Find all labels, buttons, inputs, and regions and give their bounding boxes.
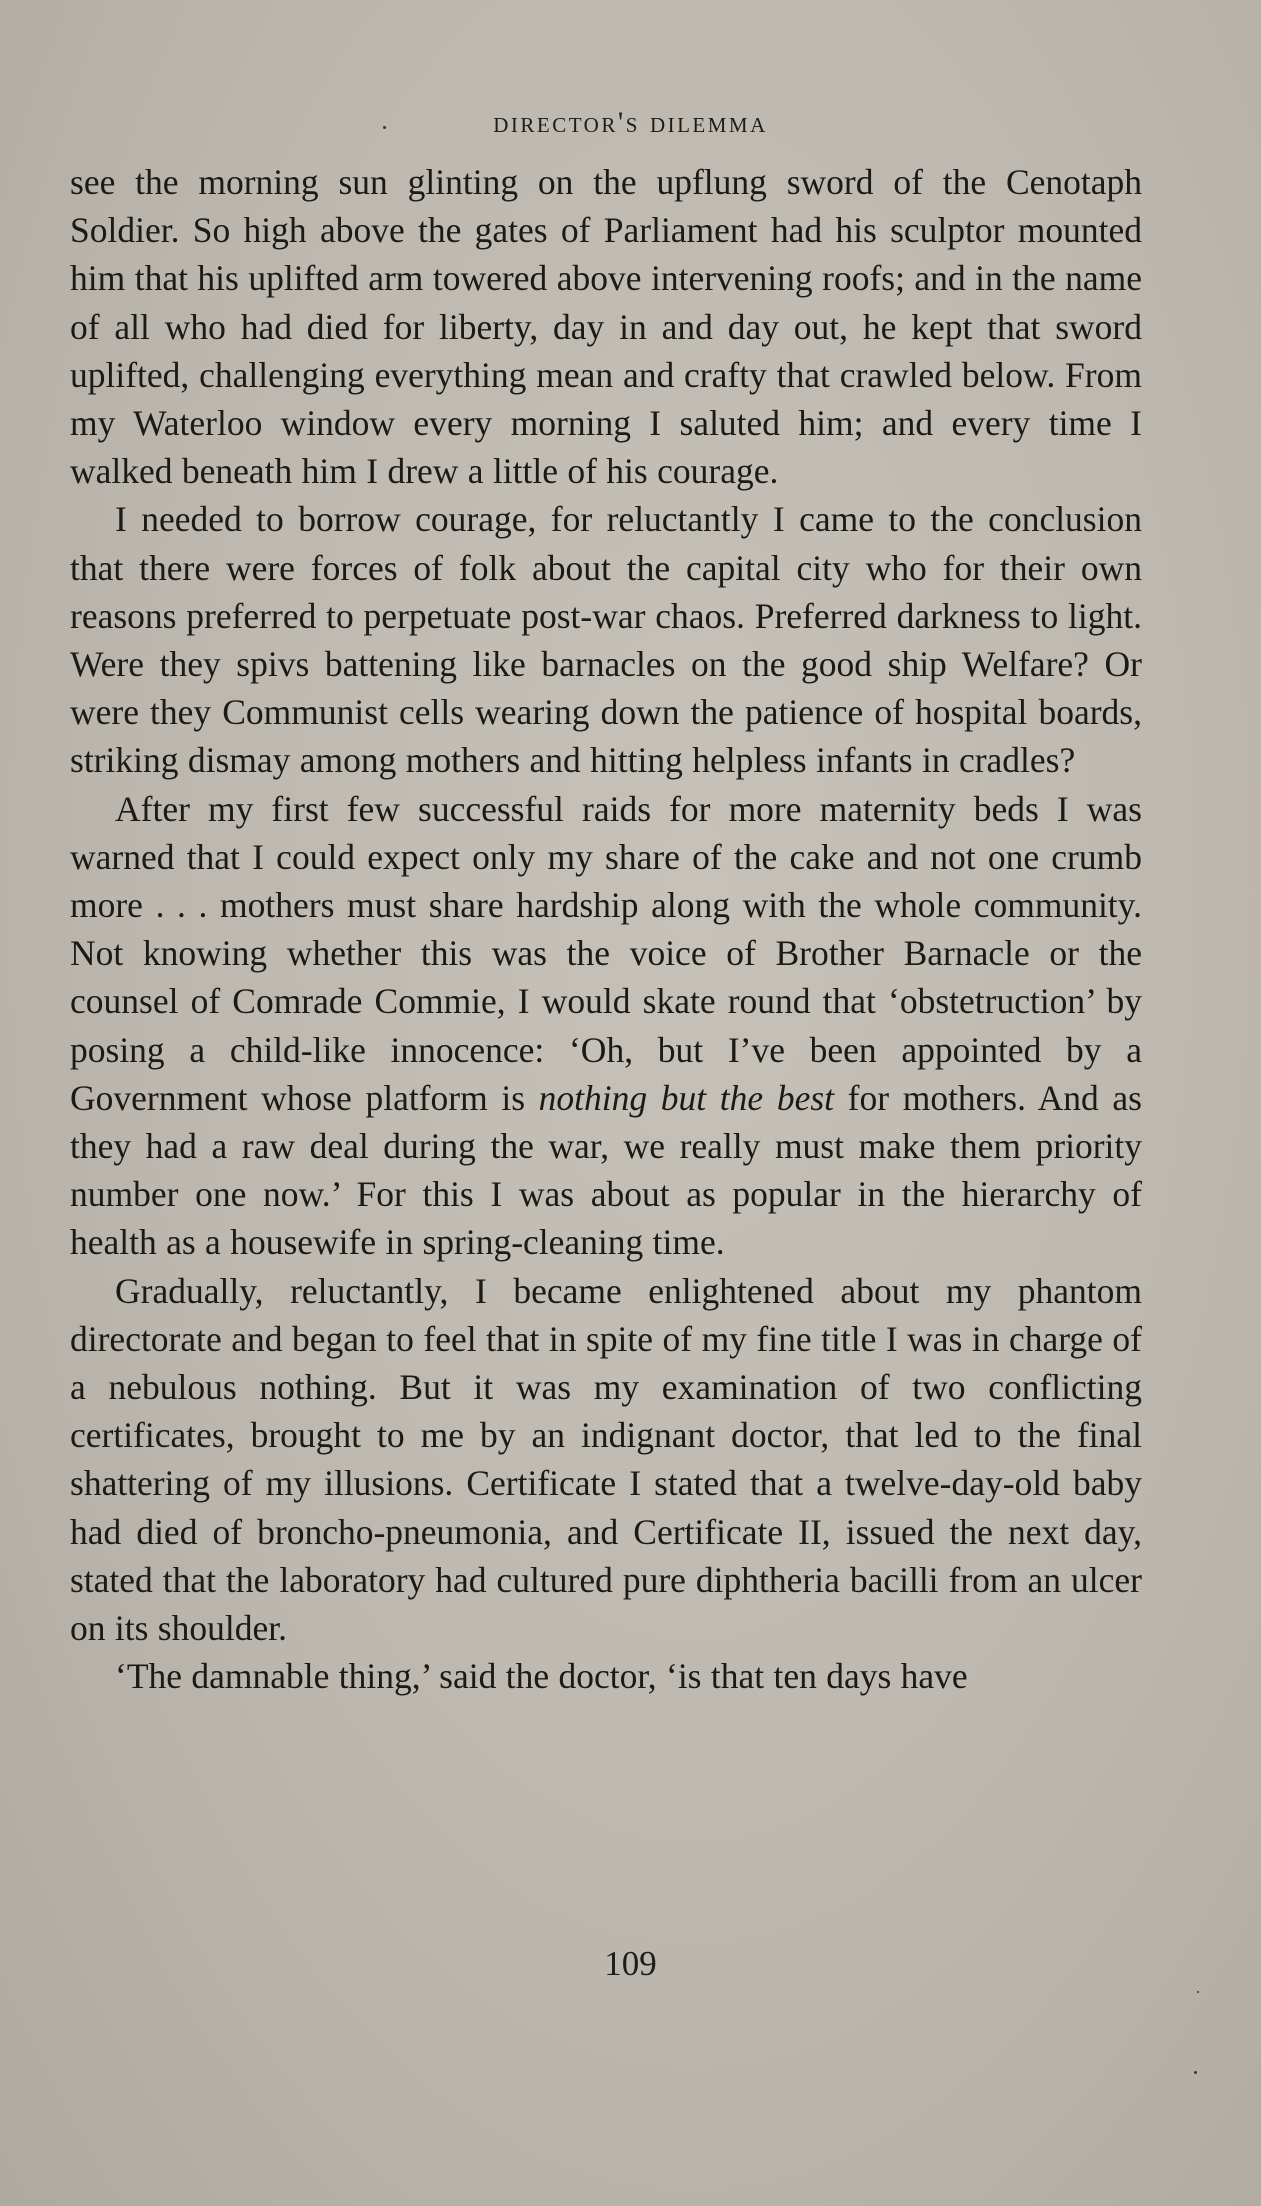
paragraph-5-text: ‘The damnable thing,’ said the doctor, ‘is that ten days have bbox=[115, 1656, 968, 1697]
paragraph-2 bbox=[70, 495, 1142, 784]
paragraph-3-text-end: for mothers. And as they had a raw deal during the war, we really must make them priority number one now.’ For this I was about as popular in the hierarchy of health as a housewife in spring-cleaning time. bbox=[70, 1077, 1142, 1263]
paper-speck bbox=[1197, 1991, 1199, 1993]
page-number: 109 bbox=[604, 1944, 657, 1983]
paragraph-1-text: see the morning sun glinting on the upflung sword of the Cenotaph Soldier. So high above the gates of Parliament had his sculptor mounted him that his uplifted arm towered above intervening roofs; and in the name of all who had died for liberty, day in and day out, he kept that sword uplifted, challenging everything mean and crafty that crawled below. From my Waterloo window every morning I saluted him; and every time I walked beneath him I drew a little of his courage. bbox=[70, 162, 1142, 492]
paper-speck bbox=[383, 126, 386, 129]
paragraph-4-text: Gradually, reluctantly, I became enlightened about my phantom directorate and began to feel that in spite of my fine title I was in charge of a nebulous nothing. But it was my examination of two conflicting certificates, brought to me by an indignant doctor, that led to the final shattering of my illusions. Certificate I stated that a twelve-day-old baby had died of broncho-pneumonia, and Certificate II, issued the next day, stated that the laboratory had cultured pure diphtheria bacilli from an ulcer on its shoulder. bbox=[70, 1270, 1142, 1649]
running-head-title: director's dilemma bbox=[493, 106, 768, 139]
paragraph-1 bbox=[70, 158, 1142, 495]
paragraph-5 bbox=[70, 1652, 1142, 1700]
running-head bbox=[0, 106, 1261, 140]
paragraph-4 bbox=[70, 1267, 1142, 1653]
paragraph-2-text: I needed to borrow courage, for reluctantly I came to the conclusion that there were forces of folk about the capital city who for their own reasons preferred to perpetuate post-war chaos. Preferred darkness to light. Were they spivs battening like barnacles on the good ship Welfare? Or were they Communist cells wearing down the patience of hospital boards, striking dismay among mothers and hitting helpless infants in cradles? bbox=[70, 499, 1142, 781]
body-text bbox=[70, 158, 1142, 1701]
paragraph-3-emphasis: nothing but the best bbox=[538, 1077, 835, 1118]
paper-speck bbox=[1194, 2071, 1197, 2074]
paragraph-3 bbox=[70, 785, 1142, 1267]
paragraph-3-text-start: After my first few successful raids for more maternity beds I was warned that I could expect only my share of the cake and not one crumb more . . . mothers must share hardship along with the whole community. Not knowing whether this was the voice of Brother Barnacle or the counsel of Comrade Commie, I would skate round that ‘obstetruction’ by posing a child-like innocence: ‘Oh, but I’ve been appointed by a Government whose platform is bbox=[70, 788, 1142, 1118]
